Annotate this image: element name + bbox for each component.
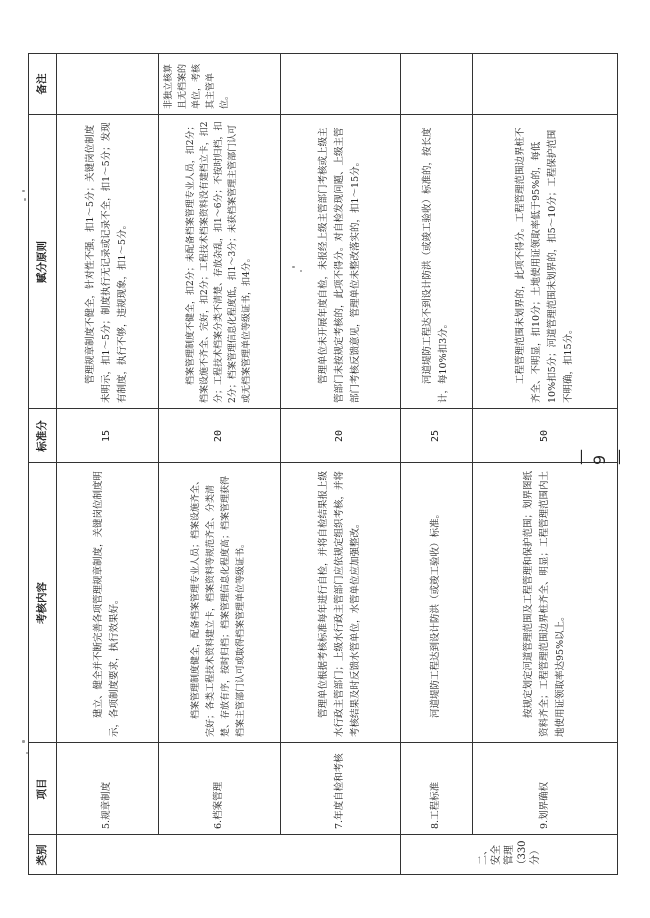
scan-speck bbox=[26, 752, 28, 754]
header-notes: 备注 bbox=[36, 73, 48, 95]
row-content: 档案管理制度健全，配备档案管理专业人员；档案设施齐全、完好；各类工程技术资料建立卡，档案资料等规范齐全、分类清楚、存放有序，按时归档；档案管理信息化程度高；档案管理获得档案主管部门认可或取得档案管理单位等级证书。 bbox=[191, 475, 246, 737]
row-note bbox=[280, 53, 400, 115]
assessment-table bbox=[28, 53, 618, 875]
row-rules: 河道堤防工程达不到设计防洪（或竣工验收）标准的，按长度计，每10%扣3分。 bbox=[422, 127, 449, 403]
row-item: 7.年度自检和考核 bbox=[334, 753, 345, 829]
header-score: 标准分 bbox=[36, 420, 48, 452]
scan-speck bbox=[22, 190, 25, 192]
scan-speck bbox=[292, 266, 295, 268]
category-section-label: 二、安全管理（330分） bbox=[477, 840, 541, 870]
row-score: 20 bbox=[213, 429, 224, 443]
header-rules: 赋分原则 bbox=[36, 241, 48, 283]
row-content: 管理单位根据考核标准每年进行自检，并将自检结果报上级水行政主管部门；上级水行政主管部门应依规定组织考核，并将考核结果及时反馈水管单位，水管单位应加强整改。 bbox=[318, 470, 361, 737]
row-note: 非独立核算且无档案的单位，考核其主管单位。 bbox=[164, 63, 230, 109]
page-number: — 9 — bbox=[570, 449, 628, 465]
header-content: 考核内容 bbox=[36, 582, 48, 624]
row-rules: 档案管理制度不健全，扣2分；未配备档案管理专业人员，扣2分；档案设施不齐全、完好，扣2分；工程技术档案资料没有建档立卡，扣2分；工程技术档案分类不清楚、存放杂乱，扣1～6分；不按时归档，扣2分；档案管理信息化程度低，扣1～3分；未获档案管理主管部门认可或无档案管理单位等级证书，扣4分。 bbox=[186, 121, 252, 403]
row-content: 建立、健全并不断完善各项管理规章制度，关键岗位制度明示，各项制度要求，执行效果好。 bbox=[93, 470, 120, 737]
scan-speck bbox=[24, 198, 26, 201]
row-score: 25 bbox=[430, 429, 441, 443]
scan-speck bbox=[300, 270, 302, 272]
row-score: 15 bbox=[101, 429, 112, 443]
row-item: 8.工程标准 bbox=[430, 781, 441, 829]
row-rules: 工程管理范围未划界的，此项不得分。工程管理范围边界桩不齐全、不明显，扣10分；土地使用证领取率低于95%的，每低10%扣5分；河道管理范围未划界的，扣5～10分；工程保护范围不明确，扣15分。 bbox=[514, 127, 574, 403]
header-category: 类别 bbox=[36, 844, 48, 866]
row-content: 河道堤防工程达到设计防洪（或竣工验收）标准。 bbox=[430, 508, 441, 718]
row-score: 50 bbox=[538, 429, 550, 443]
row-item: 5.规章制度 bbox=[101, 781, 112, 829]
row-note bbox=[56, 53, 158, 115]
row-rules: 管理单位未开展年度自检，未报经上级主管部门考核或上级主管部门未按规定考核的，此项不得分。对自检发现问题、上级主管部门考核反馈意见，管理单位未整改落实的，扣1～15分。 bbox=[318, 127, 361, 403]
row-item: 9.划界确权 bbox=[538, 781, 550, 829]
row-note bbox=[472, 53, 617, 115]
header-item: 项目 bbox=[36, 778, 48, 800]
row-note bbox=[400, 53, 472, 115]
row-item: 6.档案管理 bbox=[213, 781, 224, 829]
row-rules: 管理规章制度不健全，针对性不强，扣1～5分；关键岗位制度未明示，扣1～5分；制度执行无记录或记录不全，扣1～5分；发现有制度，执行不够，违规现象，扣1～5分。 bbox=[85, 122, 128, 403]
row-score: 20 bbox=[334, 429, 345, 443]
scan-speck bbox=[22, 740, 25, 743]
row-content: 按规定划定河道管理范围及工程管理和保护范围；划界图纸资料齐全；工程管理范围边界桩齐全、明显；工程管理范围内土地使用证领取率达95%以上。 bbox=[522, 470, 566, 737]
